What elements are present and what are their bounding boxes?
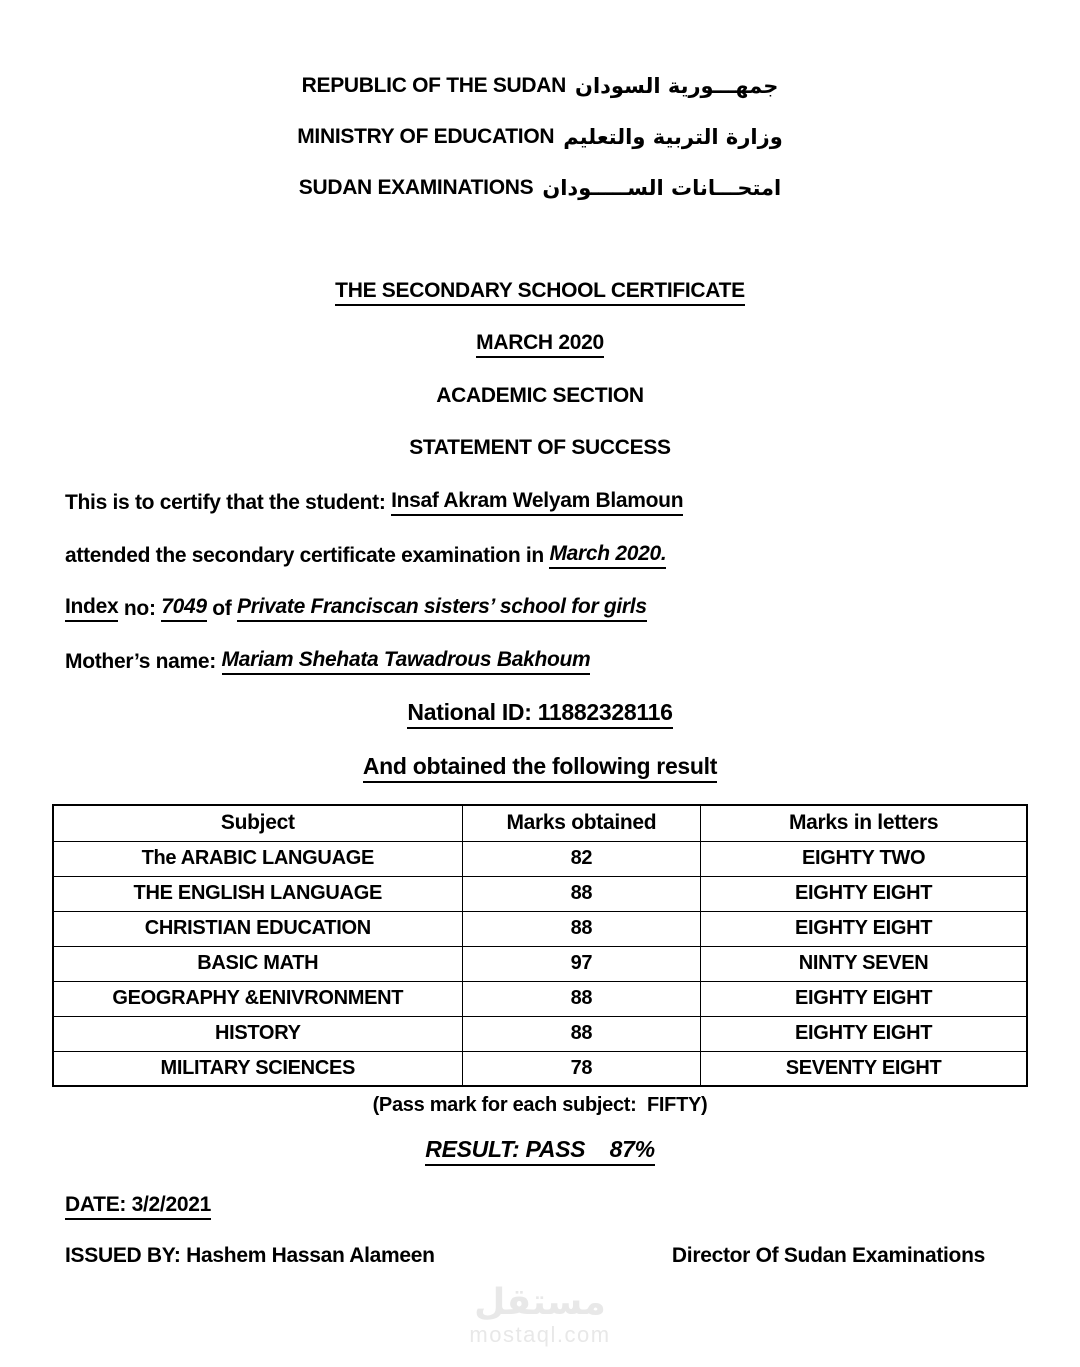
subject-cell: GEOGRAPHY &ENIVRONMENT	[53, 981, 462, 1016]
certify-prefix: This is to certify that the student:	[65, 490, 392, 514]
table-row	[53, 1051, 1027, 1086]
letterhead-line-examinations	[0, 162, 1080, 213]
issued-by-row	[0, 1233, 1080, 1279]
mostaql-domain: mostaql.com	[469, 1322, 611, 1347]
title-academic-section: ACADEMIC SECTION	[436, 384, 644, 407]
marks-table	[52, 804, 1028, 1087]
subject-cell: The ARABIC LANGUAGE	[53, 841, 462, 876]
national-id-line	[0, 688, 1080, 740]
issue-date: DATE: 3/2/2021	[65, 1193, 211, 1220]
result-intro: And obtained the following result	[363, 753, 717, 783]
table-row	[53, 981, 1027, 1016]
column-header-subject: Subject	[53, 805, 462, 841]
marks-cell: 88	[462, 911, 701, 946]
date-line	[0, 1179, 1080, 1233]
table-row	[53, 1016, 1027, 1051]
mother-line	[0, 635, 1080, 688]
subject-cell: BASIC MATH	[53, 946, 462, 981]
title-session: MARCH 2020	[476, 331, 604, 358]
result-line	[0, 1123, 1080, 1179]
title-certificate-line	[0, 266, 1080, 318]
letterhead-republic-en: REPUBLIC OF THE SUDAN	[301, 73, 567, 97]
table-row	[53, 946, 1027, 981]
column-header-marks-in-letters: Marks in letters	[701, 805, 1027, 841]
letterhead-examinations-en: SUDAN EXAMINATIONS	[298, 175, 534, 199]
student-name: Insaf Akram Welyam Blamoun	[391, 489, 683, 516]
marks-cell: 97	[462, 946, 701, 981]
marks-cell: 88	[462, 876, 701, 911]
title-statement-of-success: STATEMENT OF SUCCESS	[409, 436, 671, 459]
mother-name-label: Mother’s name:	[65, 649, 222, 673]
watermark	[0, 1282, 1080, 1347]
subject-cell: CHRISTIAN EDUCATION	[53, 911, 462, 946]
index-number: 7049	[161, 595, 207, 622]
attended-line	[0, 529, 1080, 582]
table-row	[53, 911, 1027, 946]
letters-cell: EIGHTY EIGHT	[701, 876, 1027, 911]
result-intro-line	[0, 740, 1080, 796]
subject-cell: HISTORY	[53, 1016, 462, 1051]
pass-mark-note-line	[0, 1087, 1080, 1123]
issued-by: ISSUED BY: Hashem Hassan Alameen	[65, 1244, 435, 1267]
attended-prefix: attended the secondary certificate examination in	[65, 543, 550, 567]
mostaql-logo: مستقل	[474, 1282, 606, 1323]
letterhead-examinations-ar: امتحـــانات الســـــودان	[542, 175, 782, 200]
letterhead-line-republic	[0, 60, 1080, 111]
marks-table-header-row	[53, 805, 1027, 841]
exam-session: March 2020.	[549, 542, 666, 569]
marks-cell: 82	[462, 841, 701, 876]
letterhead-line-ministry	[0, 111, 1080, 162]
director-title: Director Of Sudan Examinations	[671, 1244, 985, 1267]
result-pass-percentage: RESULT: PASS 87%	[425, 1136, 654, 1166]
of-word: of	[206, 596, 238, 620]
column-header-marks-obtained: Marks obtained	[462, 805, 701, 841]
letterhead-ministry-ar: وزارة التربية والتعليم	[563, 124, 783, 149]
certify-line	[0, 476, 1080, 529]
certification-body	[0, 476, 1080, 688]
subject-cell: MILITARY SCIENCES	[53, 1051, 462, 1086]
school-name: Private Franciscan sisters’ school for girls	[237, 595, 647, 622]
title-session-line	[0, 318, 1080, 370]
national-id: National ID: 11882328116	[407, 699, 672, 729]
title-block	[0, 266, 1080, 474]
letters-cell: EIGHTY EIGHT	[701, 981, 1027, 1016]
marks-cell: 78	[462, 1051, 701, 1086]
title-statement-line	[0, 422, 1080, 474]
table-row	[53, 876, 1027, 911]
letters-cell: NINTY SEVEN	[701, 946, 1027, 981]
index-no-label: no:	[118, 596, 162, 620]
letters-cell: EIGHTY EIGHT	[701, 911, 1027, 946]
mother-name: Mariam Shehata Tawadrous Bakhoum	[222, 648, 591, 675]
pass-mark-note: (Pass mark for each subject: FIFTY)	[372, 1093, 708, 1116]
marks-cell: 88	[462, 1016, 701, 1051]
letters-cell: SEVENTY EIGHT	[701, 1051, 1027, 1086]
index-label: Index	[65, 595, 118, 622]
letterhead-ministry-en: MINISTRY OF EDUCATION	[297, 124, 555, 148]
table-row	[53, 841, 1027, 876]
subject-cell: THE ENGLISH LANGUAGE	[53, 876, 462, 911]
marks-cell: 88	[462, 981, 701, 1016]
title-section-line	[0, 370, 1080, 422]
letters-cell: EIGHTY TWO	[701, 841, 1027, 876]
letters-cell: EIGHTY EIGHT	[701, 1016, 1027, 1051]
letterhead-republic-ar: جمهـــورية السودان	[575, 73, 779, 98]
title-certificate: THE SECONDARY SCHOOL CERTIFICATE	[335, 279, 745, 306]
index-line	[0, 582, 1080, 635]
